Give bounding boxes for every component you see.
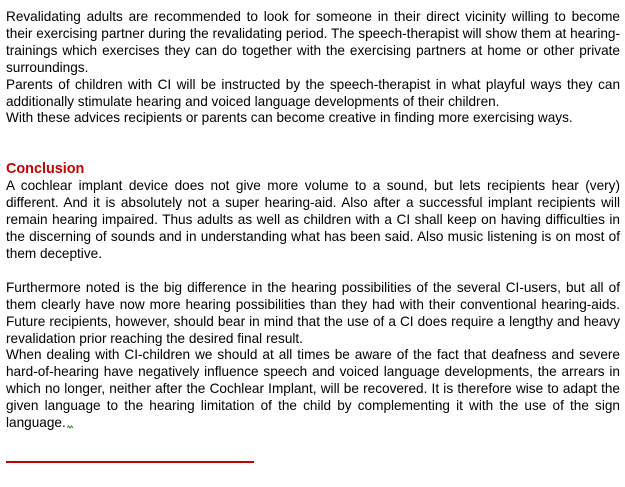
section-spacer	[6, 127, 620, 161]
footnote-separator	[6, 461, 254, 463]
intro-paragraph-2: Parents of children with CI will be instructed by the speech-therapist in what playful ways they can additionally stimulate hearing and voiced language developments of their children.	[6, 76, 620, 109]
conclusion-paragraph-3	[6, 347, 620, 432]
conclusion-paragraph-2: Furthermore noted is the big difference in the hearing possibilities of the several CI-users, but all of them clearly have now more hearing possibilities than they had with their conventional hearing-aids. Future recipients, however, should bear in mind that the use of a CI does require a lengthy and heavy revalidation prior reaching the desired final result.	[6, 279, 620, 346]
intro-paragraph-1: Revalidating adults are recommended to look for someone in their direct vicinity willing to become their exercising partner during the revalidating period. The speech-therapist will show them at hearing-trainings which exercises they can do together with the exercising partners at home or other private surroundings.	[6, 9, 620, 75]
spellcheck-squiggle-icon	[67, 417, 73, 421]
conclusion-paragraph-3-text: When dealing with CI-children we should at all times be aware of the fact that deafness and severe hard-of-hearing have negatively influence speech and voiced language developments, the arrears in which no longer, neither after the Cochlear Implant, will be recovered. It is therefore wise to adapt the given language to the hearing limitation of the child by complementing it with the use of the sign language.	[6, 347, 620, 431]
document-body	[6, 9, 620, 432]
paragraph-spacer	[6, 263, 620, 280]
conclusion-heading: Conclusion	[6, 161, 85, 178]
conclusion-paragraph-1: A cochlear implant device does not give more volume to a sound, but lets recipients hear (very) different. And it is absolutely not a super hearing-aid. Also after a successful implant recipients will remain hearing impaired. Thus adults as well as children with a CI shall keep on having difficulties in the discerning of sounds and in understanding what has been said. Also music listening is on most of them deceptive.	[6, 178, 620, 261]
intro-paragraph-3: With these advices recipients or parents can become creative in finding more exercising ways.	[6, 110, 573, 126]
